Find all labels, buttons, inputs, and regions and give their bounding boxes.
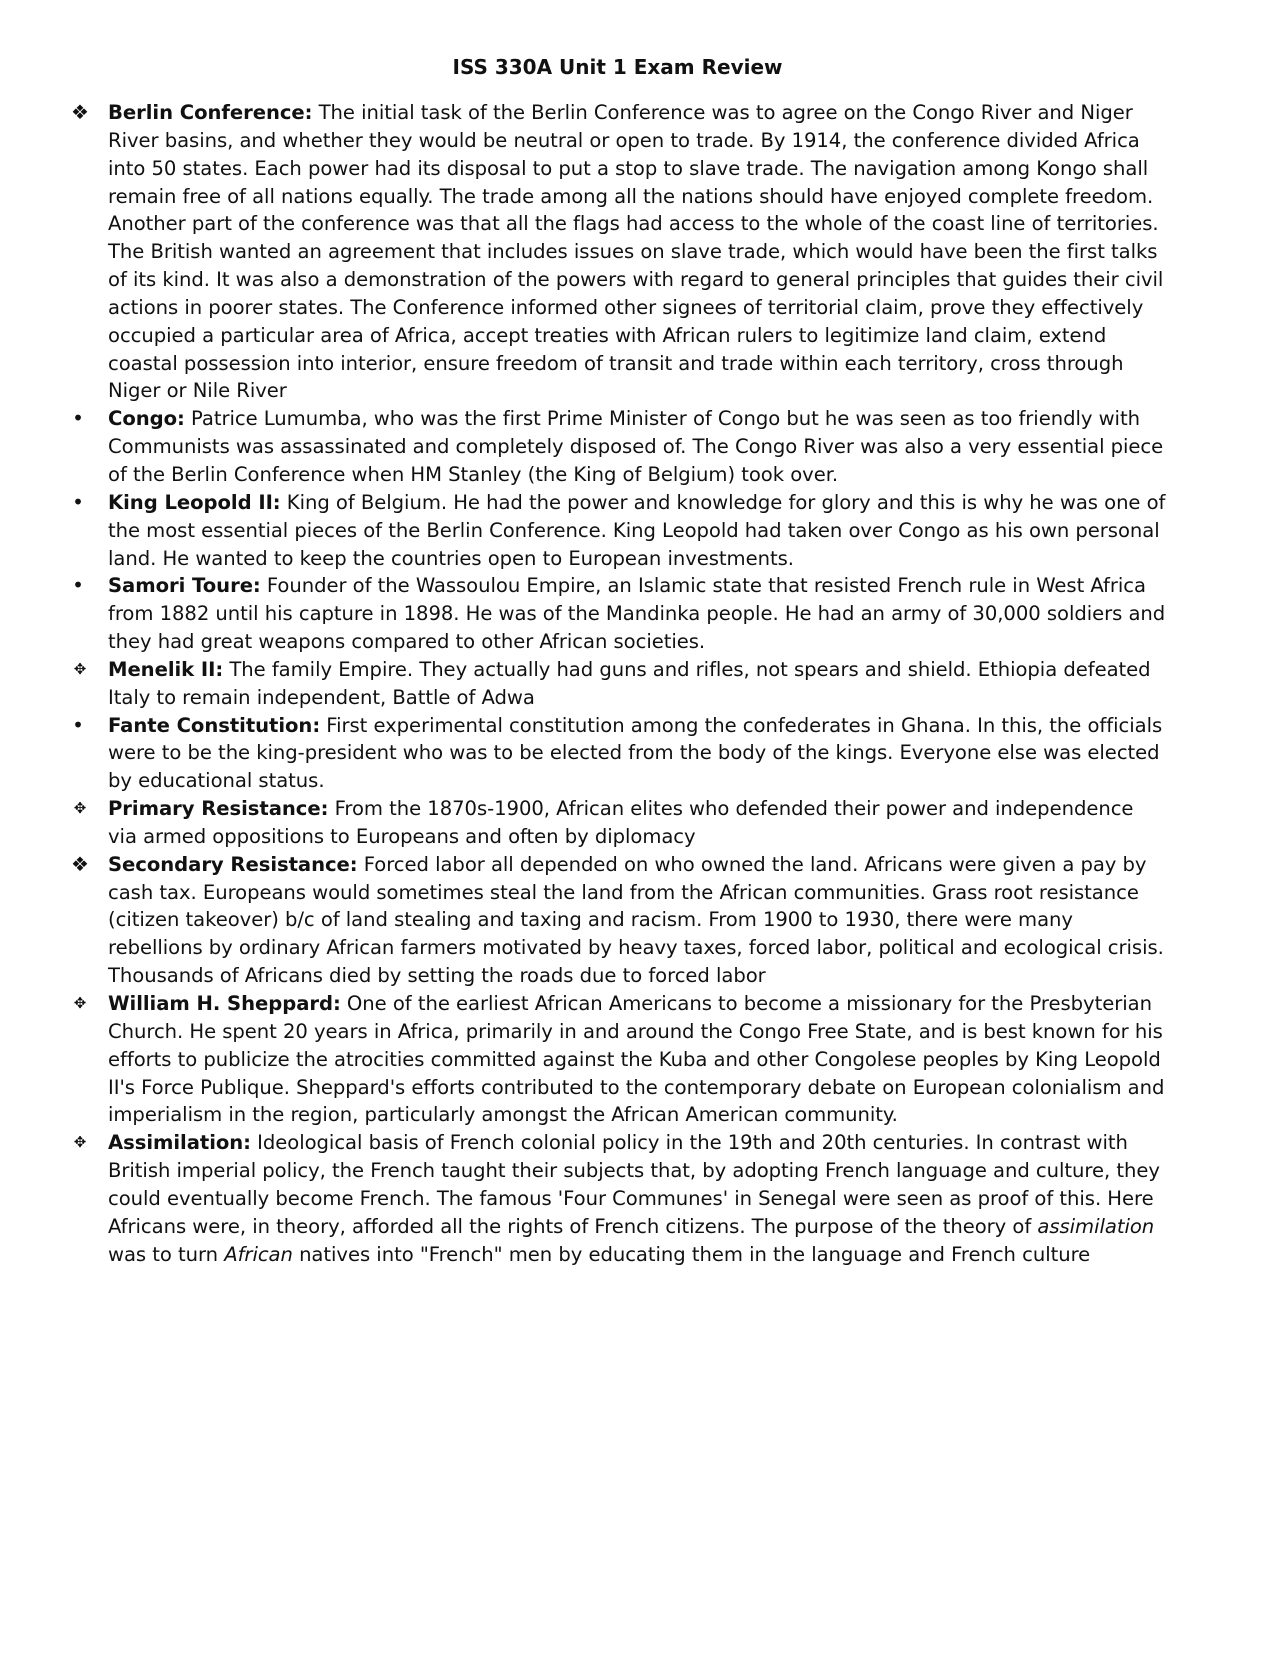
italic-term: African (224, 1242, 293, 1266)
review-list (71, 99, 1168, 1268)
term-definition: Forced labor all depended on who owned the land. Africans were given a pay by cash tax. Europeans would sometimes steal the land from the African communities. Grass root resistance (citizen takeover) b/c of land stealing and taxing and racism. From 1900 to 1930, there were many rebellions by ordinary African farmers motivated by heavy taxes, forced labor, political and ecological crisis. Thousands of Africans died by setting the roads due to forced labor (108, 852, 1164, 988)
list-item-fante-constitution (72, 712, 1168, 796)
term-definition: The initial task of the Berlin Conference was to agree on the Congo River and Niger River basins, and whether they would be neutral or open to trade. By 1914, the conference divided Africa into 50 states. Each power had its disposal to put a stop to slave trade. The navigation among Kongo shall remain free of all nations equally. The trade among all the nations should have enjoyed complete freedom. Another part of the conference was that all the flags had access to the whole of the coast line of territories. The British wanted an agreement that includes issues on slave trade, which would have been the first talks of its kind. It was also a demonstration of the powers with regard to general principles that guides their civil actions in poorer states. The Conference informed other signees of territorial claim, prove they effectively occupied a particular area of Africa, accept treaties with African rulers to legitimize land claim, extend coastal possession into interior, ensure freedom of transit and trade within each territory, cross through Niger or Nile River (108, 101, 1164, 403)
list-item-king-leopold (72, 489, 1168, 573)
list-item-william-sheppard (73, 990, 1168, 1129)
list-item-menelik (73, 656, 1168, 712)
diamond-bullet-icon: ❖ (71, 100, 89, 124)
term-definition: The family Empire. They actually had guns and rifles, not spears and shield. Ethiopia defeated Italy to remain independent, Battle of Adwa (108, 657, 1151, 709)
dot-bullet-icon: • (72, 573, 84, 598)
italic-term: assimilation (1037, 1214, 1155, 1238)
term-label: Fante Constitution: (108, 713, 321, 737)
term-label: Samori Toure: (108, 574, 261, 598)
term-label: Assimilation: (108, 1131, 251, 1155)
term-label: Congo: (108, 407, 185, 431)
document-title (0, 54, 1280, 81)
list-item-congo (72, 405, 1168, 489)
diamond-bullet-icon: ❖ (71, 851, 89, 876)
list-item-assimilation (73, 1129, 1168, 1268)
term-label: King Leopold II: (108, 490, 281, 514)
dot-bullet-icon: • (72, 712, 84, 737)
list-item-primary-resistance (73, 795, 1168, 851)
term-definition: Founder of the Wassoulou Empire, an Islamic state that resisted French rule in West Africa from 1882 until his capture in 1898. He was of the Mandinka people. He had an army of 30,000 soldiers and they had great weapons compared to other African societies. (108, 574, 1166, 654)
term-label: Menelik II: (108, 657, 224, 681)
term-label: Secondary Resistance: (108, 852, 358, 876)
term-definition: First experimental constitution among the confederates in Ghana. In this, the officials were to be the king-president who was to be elected from the body of the kings. Everyone else was elected by educational status. (108, 713, 1163, 793)
dot-bullet-icon: • (72, 489, 84, 514)
diamond-outline-bullet-icon: ✥ (73, 1133, 87, 1152)
term-label: Primary Resistance: (108, 797, 329, 821)
diamond-outline-bullet-icon: ✥ (73, 994, 87, 1012)
term-definition: King of Belgium. He had the power and knowledge for glory and this is why he was one of the most essential pieces of the Berlin Conference. King Leopold had taken over Congo as his own personal land. He wanted to keep the countries open to European investments. (108, 490, 1166, 570)
document-title-text: ISS 330A Unit 1 Exam Review (452, 55, 783, 79)
term-definition: From the 1870s-1900, African elites who defended their power and independence via armed oppositions to Europeans and often by diplomacy (108, 797, 1134, 848)
term-label: William H. Sheppard: (108, 992, 341, 1015)
term-label: Berlin Conference: (108, 101, 313, 124)
diamond-outline-bullet-icon: ✥ (73, 799, 87, 818)
term-definition: Ideological basis of French colonial policy in the 19th and 20th centuries. In contrast with British imperial policy, the French taught their subjects that, by adopting French language and culture, they could eventually become French. The famous 'Four Communes' in Senegal were seen as proof of this. Here Africans were, in theory, afforded all the rights of French citizens. The purpose of the theory of (108, 1131, 1160, 1238)
diamond-outline-bullet-icon: ✥ (73, 659, 87, 678)
list-item-berlin-conference (71, 99, 1168, 405)
term-definition: Patrice Lumumba, who was the first Prime Minister of Congo but he was seen as too friendly with Communists was assassinated and completely disposed of. The Congo River was also a very essential piece of the Berlin Conference when HM Stanley (the King of Belgium) took over. (108, 407, 1164, 486)
list-item-secondary-resistance (71, 851, 1168, 990)
term-definition-end: natives into "French" men by educating them in the language and French culture (292, 1242, 1091, 1266)
term-definition-cont: was to turn (108, 1242, 225, 1266)
term-definition: One of the earliest African Americans to become a missionary for the Presbyterian Church. He spent 20 years in Africa, primarily in and around the Congo Free State, and is best known for his efforts to publicize the atrocities committed against the Kuba and other Congolese peoples by King Leopold II's Force Publique. Sheppard's efforts contributed to the contemporary debate on European colonialism and imperialism in the region, particularly amongst the African American community. (108, 992, 1165, 1127)
list-item-samori-toure (72, 572, 1168, 656)
dot-bullet-icon: • (72, 406, 84, 431)
